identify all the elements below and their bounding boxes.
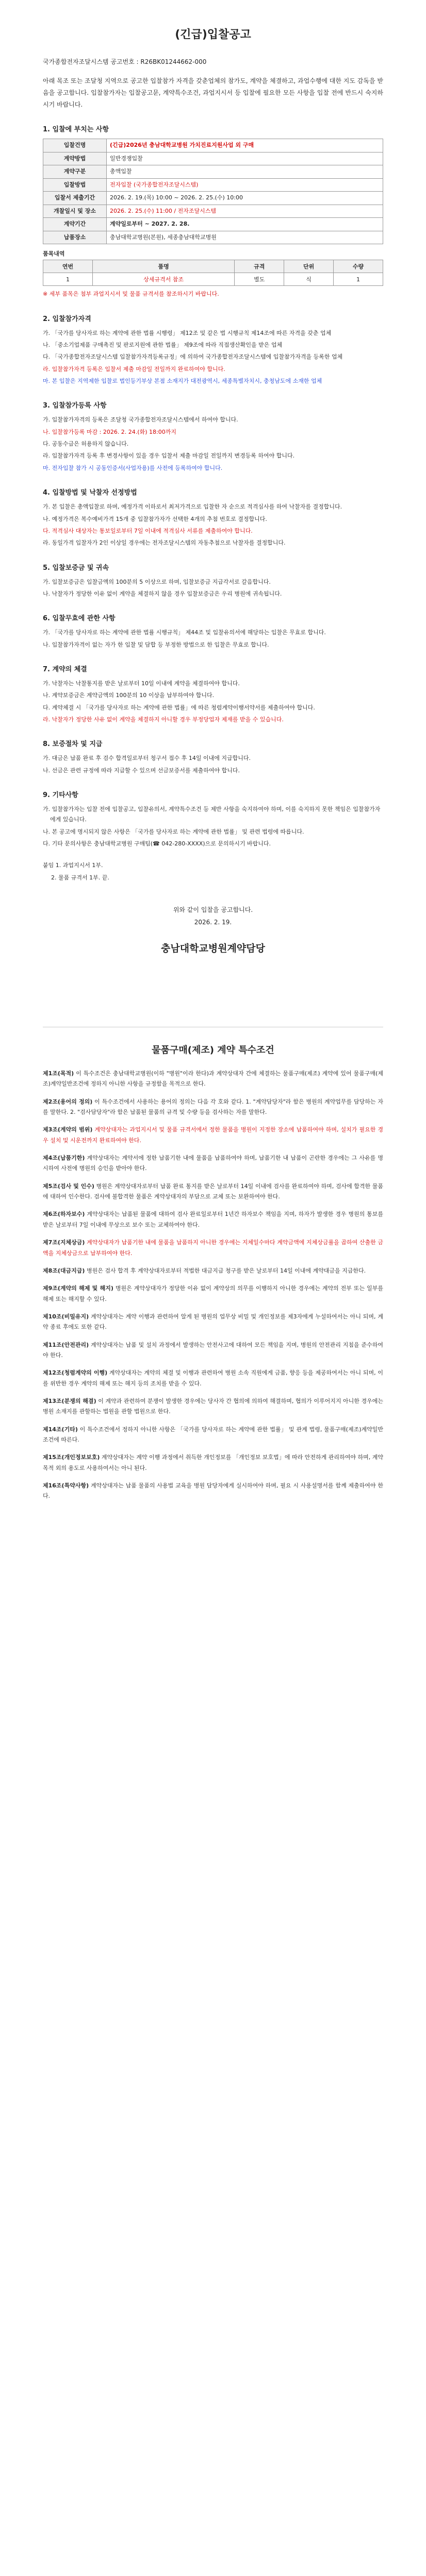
article: 제1조(목적) 이 특수조건은 충남대학교병원(이하 "병원"이라 한다)과 계약상대자 간에 체결하는 물품구매(제조) 계약에 있어 물품구매(제조)계약일반조건에 정하지 아니한 사항을 규정함을 목적으로 한다. bbox=[43, 1070, 383, 1088]
list-item: 가. 「국가를 당사자로 하는 계약에 관한 법률 시행령」 제12조 및 같은 법 시행규칙 제14조에 따른 자격을 갖춘 업체 bbox=[43, 329, 332, 336]
table-row: 개찰일시 및 장소 2026. 2. 25.(수) 11:00 / 전자조달시스템 bbox=[43, 205, 383, 218]
list-item: 나. 계약보증금은 계약금액의 100분의 10 이상을 납부하여야 합니다. bbox=[43, 692, 215, 699]
table-header-row: 연번 품명 규격 단위 수량 bbox=[43, 260, 383, 273]
list-item: 다. 공동수급은 허용하지 않습니다. bbox=[43, 440, 129, 448]
items-table bbox=[43, 260, 383, 286]
article: 제3조(계약의 범위) 계약상대자는 과업지시서 및 물품 규격서에서 정한 물품을 병원이 지정한 장소에 납품하여야 하며, 설치가 필요한 경우 설치 및 시운전까지 완료하여야 한다. bbox=[43, 1126, 383, 1144]
section-heading-2: 2. 입찰참가자격 bbox=[43, 315, 91, 323]
signature-line: 위와 같이 입찰을 공고합니다. bbox=[173, 906, 253, 914]
article: 제5조(검사 및 인수) 병원은 계약상대자로부터 납품 완료 통지를 받은 날로부터 14일 이내에 검사를 완료하여야 하며, 검사에 합격한 물품에 대하여 인수한다. 검사에 불합격한 물품은 계약상대자의 부담으로 교체 또는 보완하여야 한다. bbox=[43, 1182, 384, 1200]
article: 제14조(기타) 이 특수조건에서 정하지 아니한 사항은 「국가를 당사자로 하는 계약에 관한 법률」 및 관계 법령, 물품구매(제조)계약일반조건에 따른다. bbox=[43, 1426, 383, 1443]
list-item: 다. 계약체결 시 「국가를 당사자로 하는 계약에 관한 법률」에 따른 청렴계약이행서약서를 제출하여야 합니다. bbox=[43, 704, 315, 711]
document-page bbox=[43, 0, 383, 1502]
table-row: 1 상세규격서 참조 별도 식 1 bbox=[43, 273, 383, 286]
article: 제11조(안전관리) 계약상대자는 납품 및 설치 과정에서 발생하는 안전사고에 대하여 모든 책임을 지며, 병원의 안전관리 지침을 준수하여야 한다. bbox=[43, 1341, 383, 1359]
list-item: 가. 입찰보증금은 입찰금액의 100분의 5 이상으로 하며, 입찰보증금 지급각서로 갈음합니다. bbox=[43, 578, 271, 585]
list-item: 라. 동일가격 입찰자가 2인 이상일 경우에는 전자조달시스템의 자동추첨으로 낙찰자를 결정합니다. bbox=[43, 539, 286, 547]
intro-paragraph: 아래 목조 또는 조달청 지역으로 공고한 입찰참가 자격을 갖춘업체의 참가도, 계약을 체결하고, 과업수행에 대한 지도 감독을 받음을 공고합니다. 입찰참가자는 입찰공고문, 계약특수조건, 과업지시서 등 입찰에 필요한 모든 사항을 입찰 전에 반드시 숙지하시기 바랍니다. bbox=[43, 77, 383, 108]
article: 제12조(청렴계약의 이행) 계약상대자는 계약의 체결 및 이행과 관련하여 병원 소속 직원에게 금품, 향응 등을 제공하여서는 아니 되며, 이를 위반한 경우 계약의 해제 또는 해지 등의 조치를 받을 수 있다. bbox=[43, 1369, 384, 1387]
list-item: 가. 입찰참가자는 입찰 전에 입찰공고, 입찰유의서, 계약특수조건 등 제반 사항을 숙지하여야 하며, 이를 숙지하지 못한 책임은 입찰참가자에게 있습니다. bbox=[43, 805, 381, 823]
table-row: 납품장소 충남대학교병원(본원), 세종충남대학교병원 bbox=[43, 231, 383, 244]
list-item: 가. 낙찰자는 낙찰통지를 받은 날로부터 10일 이내에 계약을 체결하여야 합니다. bbox=[43, 680, 240, 687]
signature-block bbox=[43, 904, 383, 928]
list-item: 다. 적격심사 대상자는 통보일로부터 7일 이내에 적격심사 서류를 제출하여야 합니다. bbox=[43, 527, 253, 534]
list-item: 가. 본 입찰은 총액입찰로 하며, 예정가격 이하로서 최저가격으로 입찰한 자 순으로 적격심사를 하여 낙찰자를 결정합니다. bbox=[43, 503, 342, 511]
article: 제8조(대금지급) 병원은 검사 합격 후 계약상대자로부터 적법한 대금지급 청구를 받은 날로부터 14일 이내에 계약대금을 지급한다. bbox=[43, 1267, 366, 1274]
attachments bbox=[43, 860, 383, 883]
organization-name: 충남대학교병원계약담당 bbox=[161, 943, 265, 955]
items-note: ※ 세부 품목은 첨부 과업지시서 및 물품 규격서를 참조하시기 바랍니다. bbox=[43, 291, 219, 298]
list-item: 라. 입찰참가자격 등록 후 변경사항이 있을 경우 입찰서 제출 마감일 전일까지 변경등록 하여야 합니다. bbox=[43, 452, 295, 460]
list-item: 다. 기타 문의사항은 충남대학교병원 구매팀(☎ 042-280-XXXX)으로 문의하시기 바랍니다. bbox=[43, 840, 271, 848]
notice-number: 국가종합전자조달시스템 공고번호 : R26BK01244662-000 bbox=[43, 58, 207, 65]
attachment-item: 2. 물품 규격서 1부. 끝. bbox=[51, 874, 109, 881]
contract-title: 물품구매(제조) 계약 특수조건 bbox=[152, 1045, 274, 1056]
list-item: 나. 선금은 관련 규정에 따라 지급할 수 있으며 선금보증서를 제출하여야 합니다. bbox=[43, 767, 240, 774]
table-row: 입찰방법 전자입찰 (국가종합전자조달시스템) bbox=[43, 178, 383, 192]
list-item: 나. 낙찰자가 정당한 이유 없이 계약을 체결하지 않을 경우 입찰보증금은 우리 병원에 귀속됩니다. bbox=[43, 590, 282, 597]
attachment-item: 붙임 1. 과업지시서 1부. bbox=[43, 862, 103, 869]
list-item: 라. 입찰참가자격 등록은 입찰서 제출 마감일 전일까지 완료하여야 합니다. bbox=[43, 365, 225, 372]
list-item: 나. 예정가격은 복수예비가격 15개 중 입찰참가자가 선택한 4개의 추첨 번호로 결정합니다. bbox=[43, 515, 267, 522]
list-item: 마. 본 입찰은 지역제한 입찰로 법인등기부상 본점 소재지가 대전광역시, 세종특별자치시, 충청남도에 소재한 업체 bbox=[43, 378, 322, 385]
article: 제4조(납품기한) 계약상대자는 계약서에 정한 납품기한 내에 물품을 납품하여야 하며, 납품기한 내 납품이 곤란한 경우에는 그 사유를 명시하여 사전에 병원의 승인을 받아야 한다. bbox=[43, 1155, 383, 1172]
article: 제15조(개인정보보호) 계약상대자는 계약 이행 과정에서 취득한 개인정보를 「개인정보 보호법」에 따라 안전하게 관리하여야 하며, 계약 목적 외의 용도로 사용하여서는 아니 된다. bbox=[43, 1454, 383, 1471]
section-heading-9: 9. 기타사항 bbox=[43, 791, 78, 799]
section-heading-3: 3. 입찰참가등록 사항 bbox=[43, 402, 107, 410]
list-item: 나. 입찰참가자격이 없는 자가 한 입찰 및 담합 등 부정한 방법으로 한 입찰은 무효로 합니다. bbox=[43, 641, 269, 648]
table-row: 계약기간 계약일로부터 ~ 2027. 2. 28. bbox=[43, 218, 383, 231]
table-row: 입찰건명 (긴급)2026년 충남대학교병원 가치진료지원사업 외 구매 bbox=[43, 139, 383, 152]
list-item: 가. 입찰참가자격의 등록은 조달청 국가종합전자조달시스템에서 하여야 합니다. bbox=[43, 416, 238, 423]
section-heading-6: 6. 입찰무효에 관한 사항 bbox=[43, 615, 116, 623]
list-item: 나. 입찰참가등록 마감 : 2026. 2. 24.(화) 18:00까지 bbox=[43, 428, 176, 435]
article: 제9조(계약의 해제 및 해지) 병원은 계약상대자가 정당한 이유 없이 계약상의 의무를 이행하지 아니한 경우에는 계약의 전부 또는 일부를 해제 또는 해지할 수 있다. bbox=[43, 1285, 383, 1302]
section-heading-5: 5. 입찰보증금 및 귀속 bbox=[43, 564, 109, 572]
items-caption: 품목내역 bbox=[43, 250, 65, 258]
list-item: 라. 낙찰자가 정당한 사유 없이 계약을 체결하지 아니할 경우 부정당업자 제재를 받을 수 있습니다. bbox=[43, 716, 284, 723]
article: 제16조(특약사항) 계약상대자는 납품 물품의 사용법 교육을 병원 담당자에게 실시하여야 하며, 필요 시 사용설명서를 함께 제출하여야 한다. bbox=[43, 1482, 383, 1500]
article: 제7조(지체상금) 계약상대자가 납품기한 내에 물품을 납품하지 아니한 경우에는 지체일수마다 계약금액에 지체상금률을 곱하여 산출한 금액을 지체상금으로 납부하여야 한다. bbox=[43, 1239, 383, 1257]
bid-info-table bbox=[43, 139, 383, 244]
list-item: 나. 「중소기업제품 구매촉진 및 판로지원에 관한 법률」 제9조에 따라 직접생산확인을 받은 업체 bbox=[43, 342, 283, 349]
section-heading-7: 7. 계약의 체결 bbox=[43, 665, 87, 673]
section-heading-4: 4. 입찰방법 및 낙찰자 선정방법 bbox=[43, 489, 137, 497]
article: 제6조(하자보수) 계약상대자는 납품된 물품에 대하여 검사 완료일로부터 1년간 하자보수 책임을 지며, 하자가 발생한 경우 병원의 통보를 받은 날로부터 7일 이내에 무상으로 보수 또는 교체하여야 한다. bbox=[43, 1211, 383, 1228]
list-item: 마. 전자입찰 참가 시 공동인증서(사업자용)를 사전에 등록하여야 합니다. bbox=[43, 464, 223, 471]
section-heading-8: 8. 보증절차 및 지급 bbox=[43, 740, 103, 749]
list-item: 다. 「국가종합전자조달시스템 입찰참가자격등록규정」에 의하여 국가종합전자조달시스템에 입찰참가자격을 등록한 업체 bbox=[43, 353, 343, 361]
table-row: 계약구분 총액입찰 bbox=[43, 165, 383, 179]
signature-date: 2026. 2. 19. bbox=[194, 919, 232, 926]
article: 제2조(용어의 정의) 이 특수조건에서 사용하는 용어의 정의는 다음 각 호와 같다. 1. "계약담당자"라 함은 병원의 계약업무를 담당하는 자를 말한다. 2. "검사담당자"라 함은 납품된 물품의 규격 및 수량 등을 검사하는 자를 말한다. bbox=[43, 1098, 383, 1116]
list-item: 나. 본 공고에 명시되지 않은 사항은 「국가를 당사자로 하는 계약에 관한 법률」 및 관련 법령에 따릅니다. bbox=[43, 828, 304, 835]
table-row: 계약방법 일반경쟁입찰 bbox=[43, 152, 383, 165]
page-title: (긴급)입찰공고 bbox=[175, 28, 251, 41]
list-item: 가. 대금은 납품 완료 후 검수 합격일로부터 청구서 접수 후 14일 이내에 지급합니다. bbox=[43, 755, 251, 762]
article: 제13조(분쟁의 해결) 이 계약과 관련하여 분쟁이 발생한 경우에는 당사자 간 협의에 의하여 해결하며, 협의가 이루어지지 아니한 경우에는 병원 소재지를 관할하는 법원을 관할 법원으로 한다. bbox=[43, 1397, 383, 1415]
section-heading-1: 1. 입찰에 부치는 사항 bbox=[43, 126, 109, 134]
list-item: 가. 「국가를 당사자로 하는 계약에 관한 법률 시행규칙」 제44조 및 입찰유의서에 해당하는 입찰은 무효로 합니다. bbox=[43, 629, 326, 636]
table-row: 입찰서 제출기간 2026. 2. 19.(목) 10:00 ~ 2026. 2. 25.(수) 10:00 bbox=[43, 192, 383, 205]
article: 제10조(비밀유지) 계약상대자는 계약 이행과 관련하여 알게 된 병원의 업무상 비밀 및 개인정보를 제3자에게 누설하여서는 아니 되며, 계약 종료 후에도 또한 같다. bbox=[43, 1313, 383, 1331]
